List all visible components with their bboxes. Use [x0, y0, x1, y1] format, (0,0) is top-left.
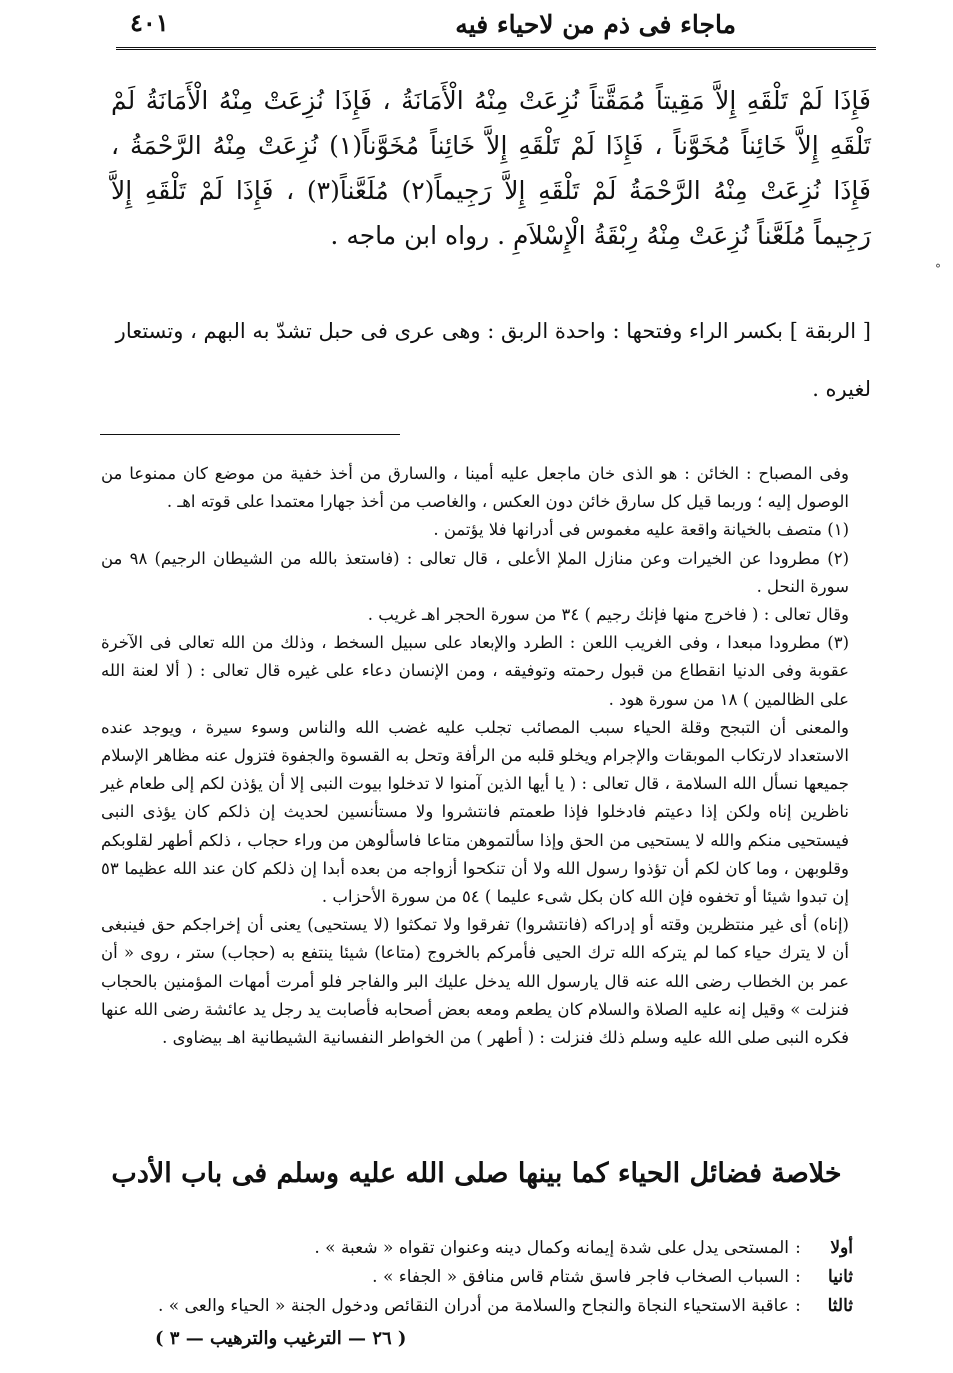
hadith-text: فَإِذَا لَمْ تَلْقَهِ إِلاَّ مَقِيتاً مُمَقَّتاً نُزِعَتْ مِنْهُ الْأَمَانَةُ ، فَإِذَا نُزِعَتْ مِنْهُ الْأَمَانَةُ لَمْ تَلْقَهِ إِلاَّ خَائِناً مُخَوَّناً ، فَإِذَا لَمْ تَلْقَهِ إِلاَّ خَائِناً مُخَوَّناً(١) نُزِعَتْ مِنْهُ الرَّحْمَةُ ، فَإِذَا نُزِعَتْ مِنْهُ الرَّحْمَةُ لَمْ تَلْقَهِ إِلاَّ رَجِيماً(٢) مُلَعَّناً(٣) ، فَإِذَا لَمْ تَلْقَهِ إِلاَّ رَجِيماً مُلَعَّناً نُزِعَتْ مِنْهُ رِبْقَةُ الْإِسْلاَمِ . رواه ابن ماجه .	[111, 86, 871, 250]
signature-mark: ( ٢٦ — الترغيب والترهيب — ٣ )	[155, 1328, 407, 1349]
note-misbah: وفى المصباح : الخائن : هو الذى خان ماجعل عليه أمينا ، والسارق من أخذ خفية من موضع كان ممنوعا من الوصول إليه ؛ وربما قيل كل سارق خائن دون العكس ، والغاصب من أخذ جهارا معتمدا على قوته اهـ .	[101, 464, 849, 512]
running-title: ماجاء فى ذم من لاحياء فيه	[455, 10, 736, 39]
summary-item-text: المستحى يدل على شدة إيمانه وكمال دينه وعنوان تقواه « شعبة » .	[314, 1238, 789, 1258]
footnote-2: (٢) مطرودا عن الخيرات وعن منازل الملإ الأعلى ، قال تعالى : (فاستعذ بالله من الشيطان الرجيم) ٩٨ من سورة النحل .	[101, 548, 849, 596]
summary-item	[113, 1263, 853, 1292]
footnotes	[101, 460, 871, 1052]
summary-item-label: ثالثا	[827, 1296, 853, 1316]
summary-item	[113, 1292, 853, 1321]
header-rule	[116, 47, 876, 50]
summary-item-separator: :	[795, 1296, 801, 1316]
note-meaning: والمعنى أن التبجح وقلة الحياء سبب المصائب تجلب عليه غضب الله والناس وسوء سيرة ، ويوجد عنده الاستعداد لارتكاب الموبقات والإجرام ويخلو قلبه من الرأفة وتحل به القسوة والجفوة فتزول عنه مظاهر الإسلام جميعها نسأل الله السلامة ، قال تعالى : ( يا أيها الذين آمنوا لا تدخلوا بيوت النبى إلا أن يؤذن لكم إلى طعام غير ناظرين إناه ولكن إذا دعيتم فادخلوا فإذا طعمتم فانتشروا ولا مستأنسين لحديث إن ذلكم كان يؤذى النبى فيستحيى منكم والله لا يستحيى من الحق وإذا سألتموهن متاعا فاسألوهن من وراء حجاب ، ذلكم أطهر لقلوبكم وقلوبهن ، وما كان لكم أن تؤذوا رسول الله ولا أن تنكحوا أزواجه من بعده أبدا إن ذلكم كان عند الله عظيما ٥٣ إن تبدوا شيئا أو تخفوه فإن الله كان بكل شىء عليما ) ٥٤ من سورة الأحزاب .	[101, 717, 849, 907]
footnote-3: (٣) مطرودا مبعدا ، وفى الغريب اللعن : الطرد والإبعاد على سبيل السخط ، وذلك من الله تعالى فى الآخرة عقوبة وفى الدنيا انقطاع من قبول رحمته وتوفيقه ، ومن الإنسان دعاء على غيره قال تعالى : ( ألا لعنة الله على الظالمين ) ١٨ من سورة هود .	[101, 633, 849, 709]
summary-list	[113, 1234, 853, 1321]
summary-item-text: عاقبة الاستحياء النجاة والنجاح والسلامة من أدران النقائص ودخول الجنة « الحياء والعى » .	[157, 1296, 789, 1316]
page-number: ٤٠١	[130, 8, 169, 37]
summary-item-separator: :	[795, 1267, 801, 1287]
margin-mark: °	[935, 262, 941, 276]
summary-item-separator: :	[795, 1238, 801, 1258]
summary-item	[113, 1234, 853, 1263]
summary-heading: خلاصة فضائل الحياء كما بينها صلى الله عليه وسلم فى باب الأدب	[111, 1158, 842, 1189]
summary-item-text: السباب الصخاب فاجر فاسق شتام قاس منافق « الجفاء » .	[372, 1267, 789, 1287]
summary-item-label: ثانيا	[828, 1267, 853, 1287]
gloss-text: [ الربقة ] بكسر الراء وفتحها : واحدة الربق : وهى عرى فى حبل تشدّ به البهم ، وتستعار لغيره .	[115, 319, 871, 401]
note-glossary: (إناه) أى غير منتظرين وقته أو إدراكه (فانتشروا) تفرقوا ولا تمكثوا (لا يستحيى) يعنى أن إخراجكم حق فينبغى أن لا يترك حياء كما لم يتركه الله ترك الحيى فأمركم بالخروج (متاعا) شيئا ينتفع به (حجاب) ستر ، روى « أن عمر بن الخطاب رضى الله عنه قال يارسول الله يدخل عليك البر والفاجر فلو أمرت أمهات المؤمنين بالحجاب فنزلت » وقيل إنه عليه الصلاة والسلام كان يطعم ومعه بعض أصحابه فأصابت يد رجل يد عائشة رضى الله عنها فكره النبى صلى الله عليه وسلم ذلك فنزلت : ( أطهر ) من الخواطر النفسانية الشيطانية اهـ بيضاوى .	[101, 915, 849, 1048]
footnote-2-continued: وقال تعالى : ( فاخرج منها فإنك رجيم ) ٣٤ من سورة الحجر اهـ غريب .	[367, 605, 849, 625]
footnote-separator	[100, 434, 400, 435]
summary-item-label: أولا	[830, 1238, 853, 1258]
footnote-1: (١) متصف بالخيانة واقعة عليه مغموس فى أدرانها فلا يؤتمن .	[433, 520, 849, 540]
running-header	[116, 6, 876, 50]
